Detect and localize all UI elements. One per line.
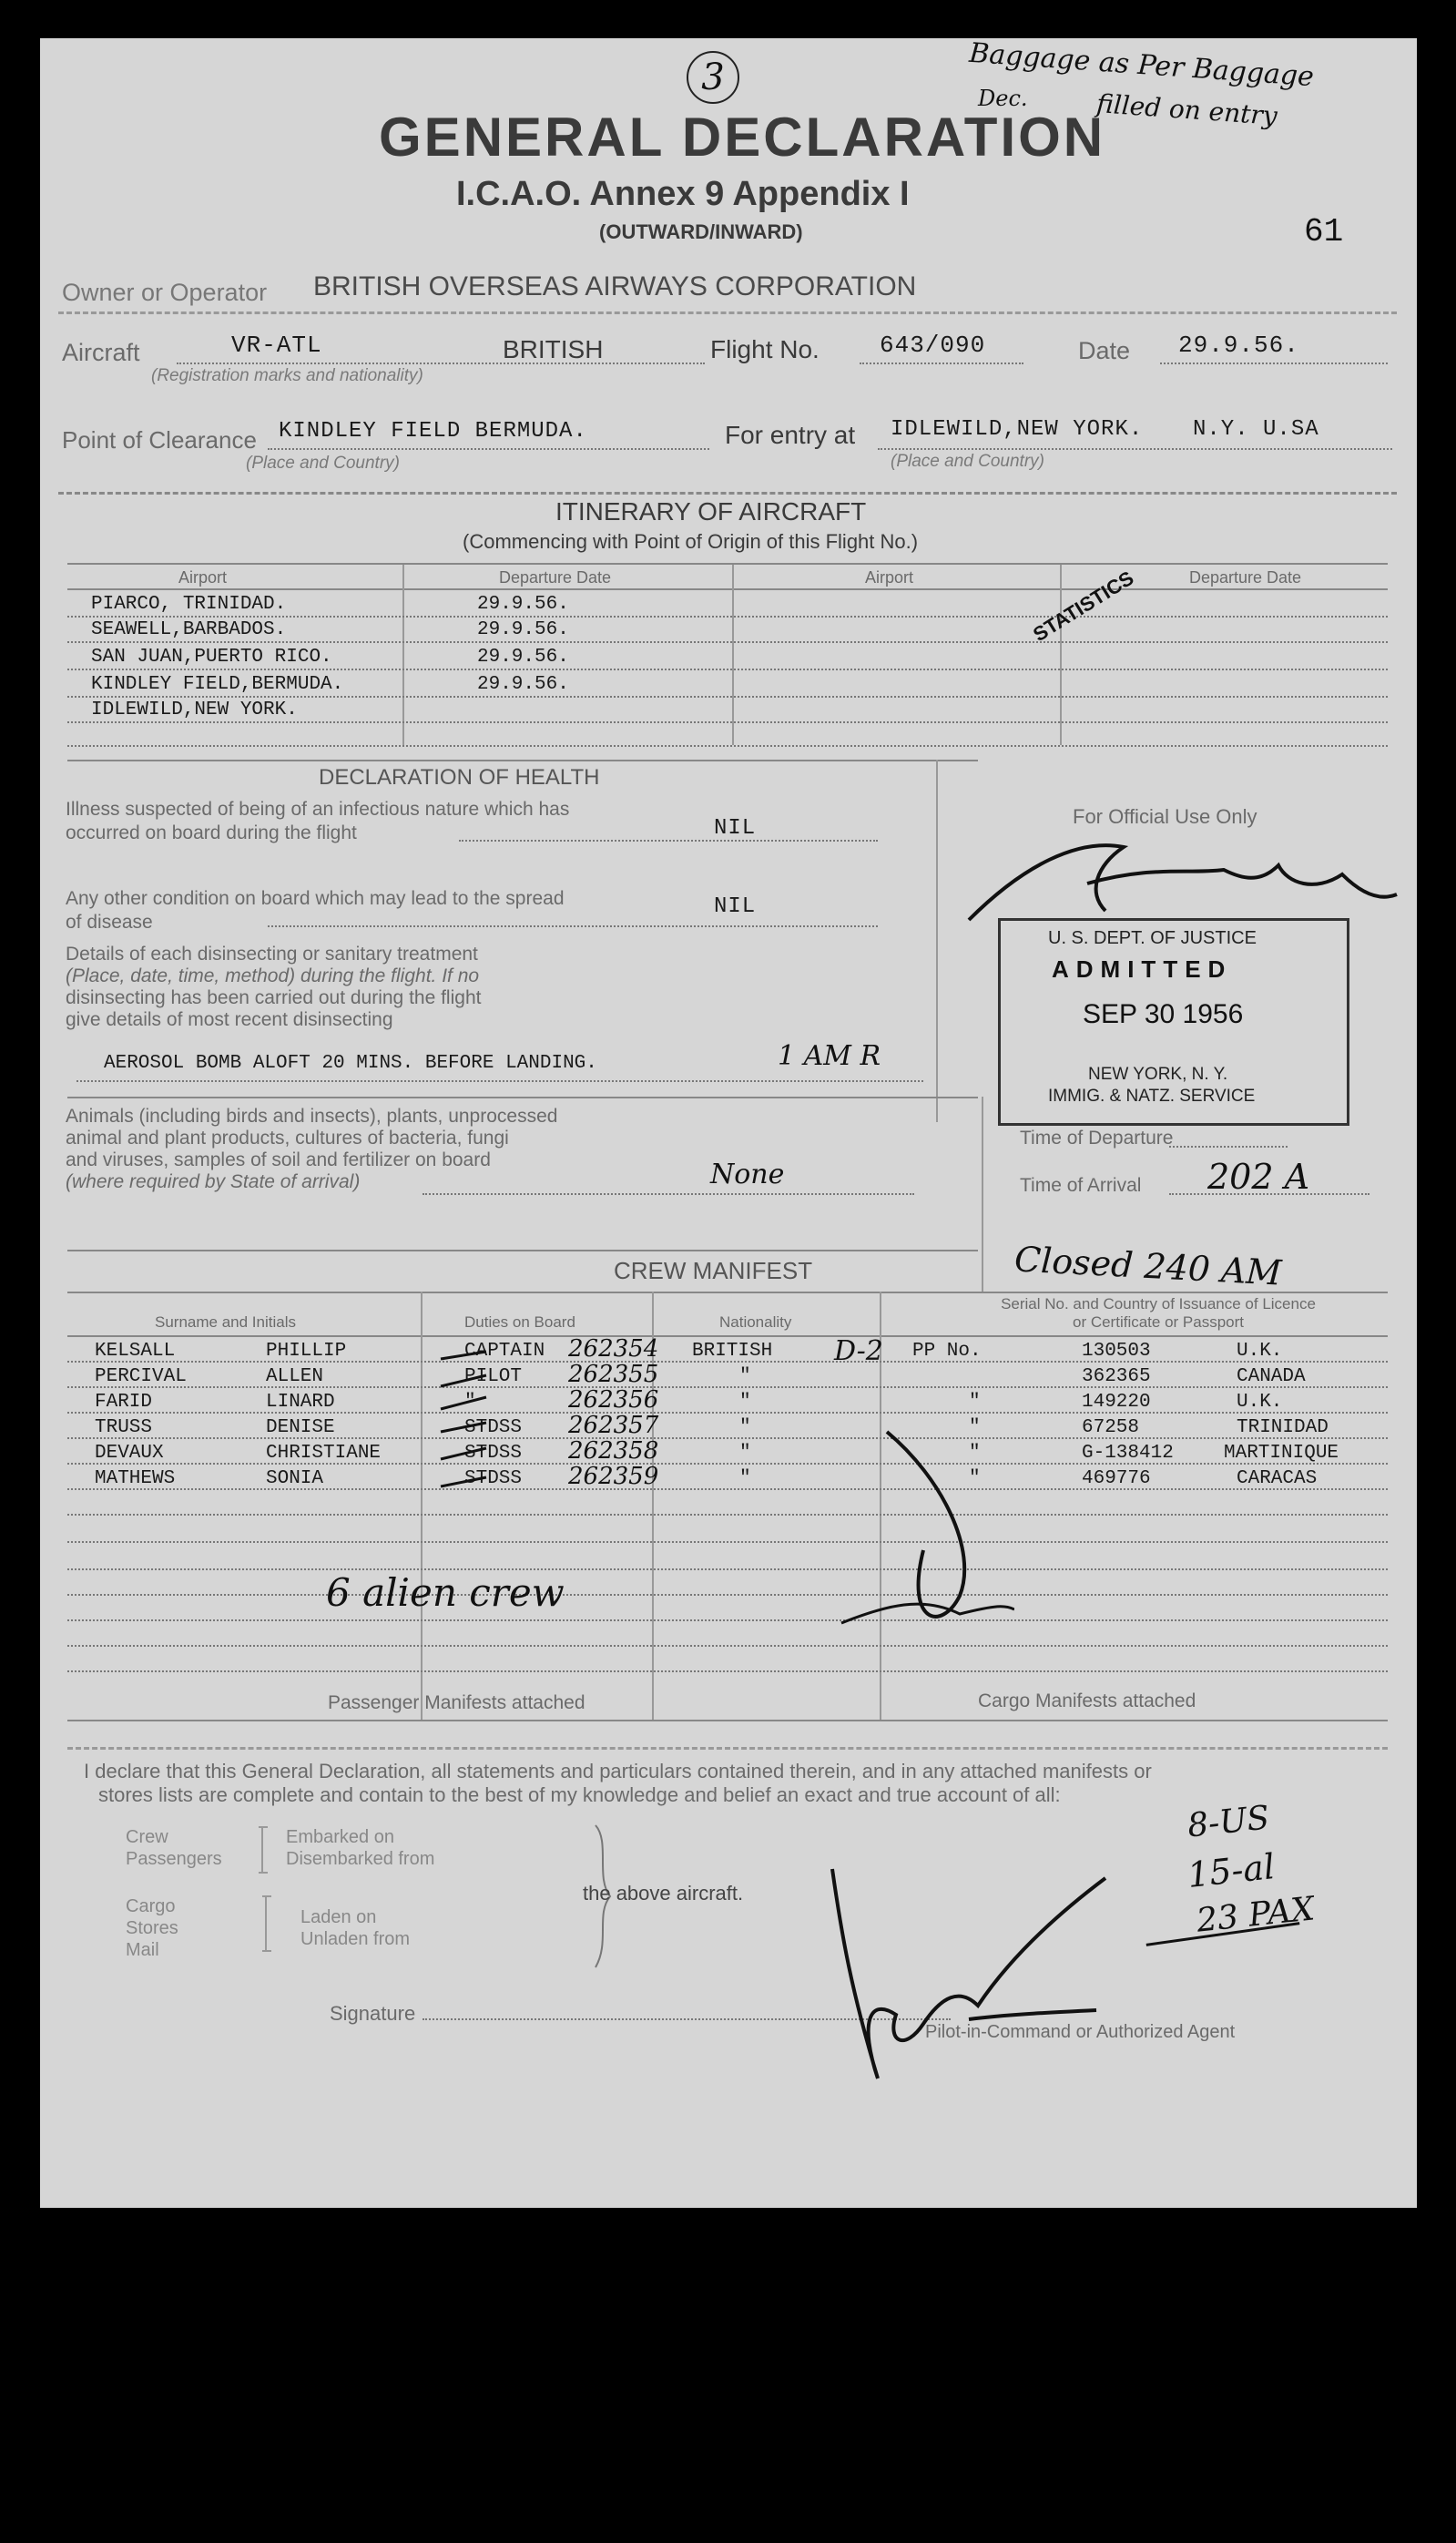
cargo-manifests-label: Cargo Manifests attached bbox=[978, 1690, 1196, 1711]
crew-initials: PHILLIP bbox=[266, 1341, 347, 1362]
itin-header-airport-2: Airport bbox=[865, 568, 914, 587]
crew-surname: KELSALL bbox=[95, 1341, 176, 1362]
statistics-stamp: STATISTICS bbox=[1029, 566, 1138, 647]
owner-value: BRITISH OVERSEAS AIRWAYS CORPORATION bbox=[313, 271, 917, 301]
crew-nationality: " bbox=[739, 1366, 751, 1387]
crew-surname: MATHEWS bbox=[95, 1468, 176, 1489]
crew-annotation-strokes bbox=[432, 1332, 1014, 1669]
stores-label: Stores bbox=[126, 1918, 178, 1938]
crew-surname: TRUSS bbox=[95, 1417, 153, 1438]
itinerary-title: ITINERARY OF AIRCRAFT bbox=[555, 497, 867, 526]
crew-pp: PP No. bbox=[912, 1341, 982, 1362]
animals-label-3: and viruses, samples of soil and fertilizer on board bbox=[66, 1149, 491, 1170]
crew-duty: STDSS bbox=[464, 1443, 523, 1464]
crew-serial: 67258 bbox=[1082, 1417, 1140, 1438]
itinerary-subtitle: (Commencing with Point of Origin of this Flight No.) bbox=[463, 530, 919, 553]
declaration-text-1: I declare that this General Declaration, all statements and particulars contained therein, and in any attached manifests or bbox=[84, 1760, 1152, 1782]
crew-mark: D-2 bbox=[834, 1335, 883, 1367]
stamp-city: NEW YORK, N. Y. bbox=[1088, 1065, 1228, 1084]
itin-row-date: 29.9.56. bbox=[477, 674, 569, 695]
clearance-label: Point of Clearance bbox=[62, 426, 257, 454]
declaration-form bbox=[40, 38, 1417, 2208]
official-signature bbox=[951, 829, 1406, 929]
other-condition bbox=[66, 887, 575, 934]
circled-number: 3 bbox=[687, 51, 739, 104]
crew-number: 262356 bbox=[568, 1386, 659, 1414]
stamp-dept: U. S. DEPT. OF JUSTICE bbox=[1048, 928, 1257, 948]
crew-handwritten-note: 6 alien crew bbox=[326, 1570, 565, 1615]
itin-header-airport-1: Airport bbox=[178, 568, 228, 587]
aircraft-registration: VR-ATL bbox=[231, 332, 322, 359]
disinsect-label-3: disinsecting has been carried out during the flight bbox=[66, 987, 482, 1008]
crew-duty: PILOT bbox=[464, 1366, 523, 1387]
pilot-label: Pilot-in-Command or Authorized Agent bbox=[925, 2022, 1236, 2042]
itin-row-date: 29.9.56. bbox=[477, 619, 569, 640]
illness-value: NIL bbox=[714, 816, 757, 841]
disinsect-value: AEROSOL BOMB ALOFT 20 MINS. BEFORE LANDING. bbox=[104, 1053, 597, 1074]
owner-label: Owner or Operator bbox=[62, 279, 268, 306]
crew-initials: ALLEN bbox=[266, 1366, 324, 1387]
illness-label: Illness suspected of being of an infectious nature which has occurred on board during the flight bbox=[66, 799, 570, 843]
baggage-note-entry: filled on entry bbox=[1095, 88, 1278, 131]
stamp-date: SEP 30 1956 bbox=[1083, 999, 1244, 1029]
laden-label: Laden on bbox=[300, 1907, 377, 1927]
other-value: NIL bbox=[714, 894, 757, 919]
official-use-title: For Official Use Only bbox=[1073, 805, 1257, 828]
crew-header-surname: Surname and Initials bbox=[155, 1313, 296, 1331]
departure-label: Time of Departure bbox=[1020, 1128, 1174, 1149]
crew-duty: STDSS bbox=[464, 1468, 523, 1489]
crew-initials: SONIA bbox=[266, 1468, 324, 1489]
itin-row-date: 29.9.56. bbox=[477, 594, 569, 615]
disinsect-label-4: give details of most recent disinsecting bbox=[66, 1009, 393, 1030]
crew-nationality: " bbox=[739, 1417, 751, 1438]
closed-note: Closed 240 AM bbox=[1013, 1239, 1283, 1293]
disinsect-label-1: Details of each disinsecting or sanitary treatment bbox=[66, 944, 478, 965]
crew-header-nationality: Nationality bbox=[719, 1313, 792, 1331]
pilot-signature bbox=[823, 1860, 1133, 2088]
crew-duty: CAPTAIN bbox=[464, 1341, 545, 1362]
crew-surname: PERCIVAL bbox=[95, 1366, 187, 1387]
form-title: GENERAL DECLARATION bbox=[379, 107, 1106, 168]
crew-number: 262359 bbox=[568, 1463, 659, 1490]
crew-number: 262358 bbox=[568, 1437, 659, 1465]
crew-nationality: " bbox=[739, 1468, 751, 1489]
crew-surname: DEVAUX bbox=[95, 1443, 164, 1464]
crew-initials: CHRISTIANE bbox=[266, 1443, 382, 1464]
crew-country: U.K. bbox=[1237, 1341, 1283, 1362]
tally-us: 8-US bbox=[1186, 1799, 1271, 1845]
crew-country: TRINIDAD bbox=[1237, 1417, 1329, 1438]
crew-number: 262357 bbox=[568, 1412, 659, 1439]
crew-country: CARACAS bbox=[1237, 1468, 1318, 1489]
itin-header-date-1: Departure Date bbox=[499, 568, 612, 587]
other-label: Any other condition on board which may lead to the spread of disease bbox=[66, 888, 565, 933]
crew-country: MARTINIQUE bbox=[1224, 1443, 1339, 1464]
crew-pp: " bbox=[969, 1392, 981, 1413]
disembarked-label: Disembarked from bbox=[286, 1849, 435, 1869]
crew-header-duties: Duties on Board bbox=[464, 1313, 575, 1331]
crew-number: 262354 bbox=[568, 1335, 659, 1363]
stamp-service: IMMIG. & NATZ. SERVICE bbox=[1048, 1087, 1256, 1106]
form-subtitle: I.C.A.O. Annex 9 Appendix I bbox=[456, 175, 910, 213]
disinsect-label-2: (Place, date, time, method) during the flight. If no bbox=[66, 965, 480, 986]
crew-number: 262355 bbox=[568, 1361, 659, 1388]
itin-row-airport: IDLEWILD,NEW YORK. bbox=[91, 700, 298, 720]
baggage-note-dec: Dec. bbox=[978, 86, 1028, 111]
animals-label-1: Animals (including birds and insects), plants, unprocessed bbox=[66, 1106, 558, 1127]
signature-label: Signature bbox=[330, 2002, 416, 2025]
above-aircraft-label: the above aircraft. bbox=[583, 1882, 744, 1905]
crew-nationality: BRITISH bbox=[692, 1341, 773, 1362]
crew-serial: 149220 bbox=[1082, 1392, 1151, 1413]
crew-duty: STDSS bbox=[464, 1417, 523, 1438]
crew-nationality: " bbox=[739, 1392, 751, 1413]
admitted-stamp bbox=[998, 918, 1349, 1126]
crew-pp: " bbox=[969, 1417, 981, 1438]
clearance-value: KINDLEY FIELD BERMUDA. bbox=[279, 419, 587, 444]
itin-header-date-2: Departure Date bbox=[1189, 568, 1302, 587]
embarked-label: Embarked on bbox=[286, 1827, 394, 1847]
itin-row-airport: PIARCO, TRINIDAD. bbox=[91, 594, 287, 615]
crew-label: Crew bbox=[126, 1827, 168, 1847]
crew-surname: FARID bbox=[95, 1392, 153, 1413]
tally-alien: 15-al bbox=[1185, 1846, 1278, 1895]
entry-label: For entry at bbox=[725, 421, 856, 449]
animals-label-4: (where required by State of arrival) bbox=[66, 1171, 361, 1192]
crew-pp: " bbox=[969, 1468, 981, 1489]
animals-value: None bbox=[710, 1159, 785, 1190]
mail-label: Mail bbox=[126, 1940, 159, 1960]
flight-label: Flight No. bbox=[710, 335, 820, 363]
flight-number: 643/090 bbox=[880, 332, 986, 359]
itin-row-date: 29.9.56. bbox=[477, 647, 569, 668]
aircraft-note: (Registration marks and nationality) bbox=[151, 366, 423, 385]
health-title: DECLARATION OF HEALTH bbox=[319, 765, 600, 790]
disinsect-initials: 1 AM R bbox=[778, 1040, 881, 1072]
arrival-value: 202 A bbox=[1207, 1157, 1310, 1197]
crew-title: CREW MANIFEST bbox=[614, 1257, 813, 1284]
itin-row-airport: KINDLEY FIELD,BERMUDA. bbox=[91, 674, 344, 695]
crew-initials: LINARD bbox=[266, 1392, 335, 1413]
crew-pp: " bbox=[969, 1443, 981, 1464]
crew-nationality: " bbox=[739, 1443, 751, 1464]
passengers-label: Passengers bbox=[126, 1849, 222, 1869]
crew-duty: " bbox=[464, 1392, 476, 1413]
unladen-label: Unladen from bbox=[300, 1929, 411, 1949]
illness-label-1 bbox=[66, 798, 630, 845]
entry-value-state: N.Y. U.SA bbox=[1193, 417, 1319, 442]
form-direction: (OUTWARD/INWARD) bbox=[599, 220, 803, 243]
crew-country: U.K. bbox=[1237, 1392, 1283, 1413]
brace-marks bbox=[249, 1823, 614, 1969]
crew-serial: 469776 bbox=[1082, 1468, 1151, 1489]
crew-serial: G-138412 bbox=[1082, 1443, 1174, 1464]
baggage-note: Baggage as Per Baggage bbox=[968, 36, 1315, 94]
tally-total: 23 PAX bbox=[1195, 1890, 1317, 1940]
itin-row-airport: SAN JUAN,PUERTO RICO. bbox=[91, 647, 332, 668]
passenger-manifests-label: Passenger Manifests attached bbox=[328, 1692, 585, 1713]
declaration-text-2: stores lists are complete and contain to the best of my knowledge and belief an exact and true account of all: bbox=[98, 1783, 1061, 1806]
crew-header-serial: Serial No. and Country of Issuance of Licence or Certificate or Passport bbox=[1001, 1295, 1316, 1331]
crew-initials: DENISE bbox=[266, 1417, 335, 1438]
aircraft-label: Aircraft bbox=[62, 339, 140, 366]
entry-note: (Place and Country) bbox=[891, 452, 1044, 471]
stamp-admitted: ADMITTED bbox=[1052, 955, 1233, 983]
cargo-label: Cargo bbox=[126, 1896, 176, 1916]
aircraft-nationality: BRITISH bbox=[503, 335, 604, 363]
page-number: 61 bbox=[1304, 213, 1344, 250]
entry-value: IDLEWILD,NEW YORK. bbox=[891, 417, 1144, 442]
clearance-note: (Place and Country) bbox=[246, 454, 400, 473]
flight-date: 29.9.56. bbox=[1178, 332, 1299, 359]
date-label: Date bbox=[1078, 337, 1131, 364]
itin-row-airport: SEAWELL,BARBADOS. bbox=[91, 619, 287, 640]
arrival-label: Time of Arrival bbox=[1020, 1175, 1142, 1196]
crew-serial: 362365 bbox=[1082, 1366, 1151, 1387]
animals-label-2: animal and plant products, cultures of bacteria, fungi bbox=[66, 1128, 509, 1149]
crew-country: CANADA bbox=[1237, 1366, 1306, 1387]
crew-serial: 130503 bbox=[1082, 1341, 1151, 1362]
